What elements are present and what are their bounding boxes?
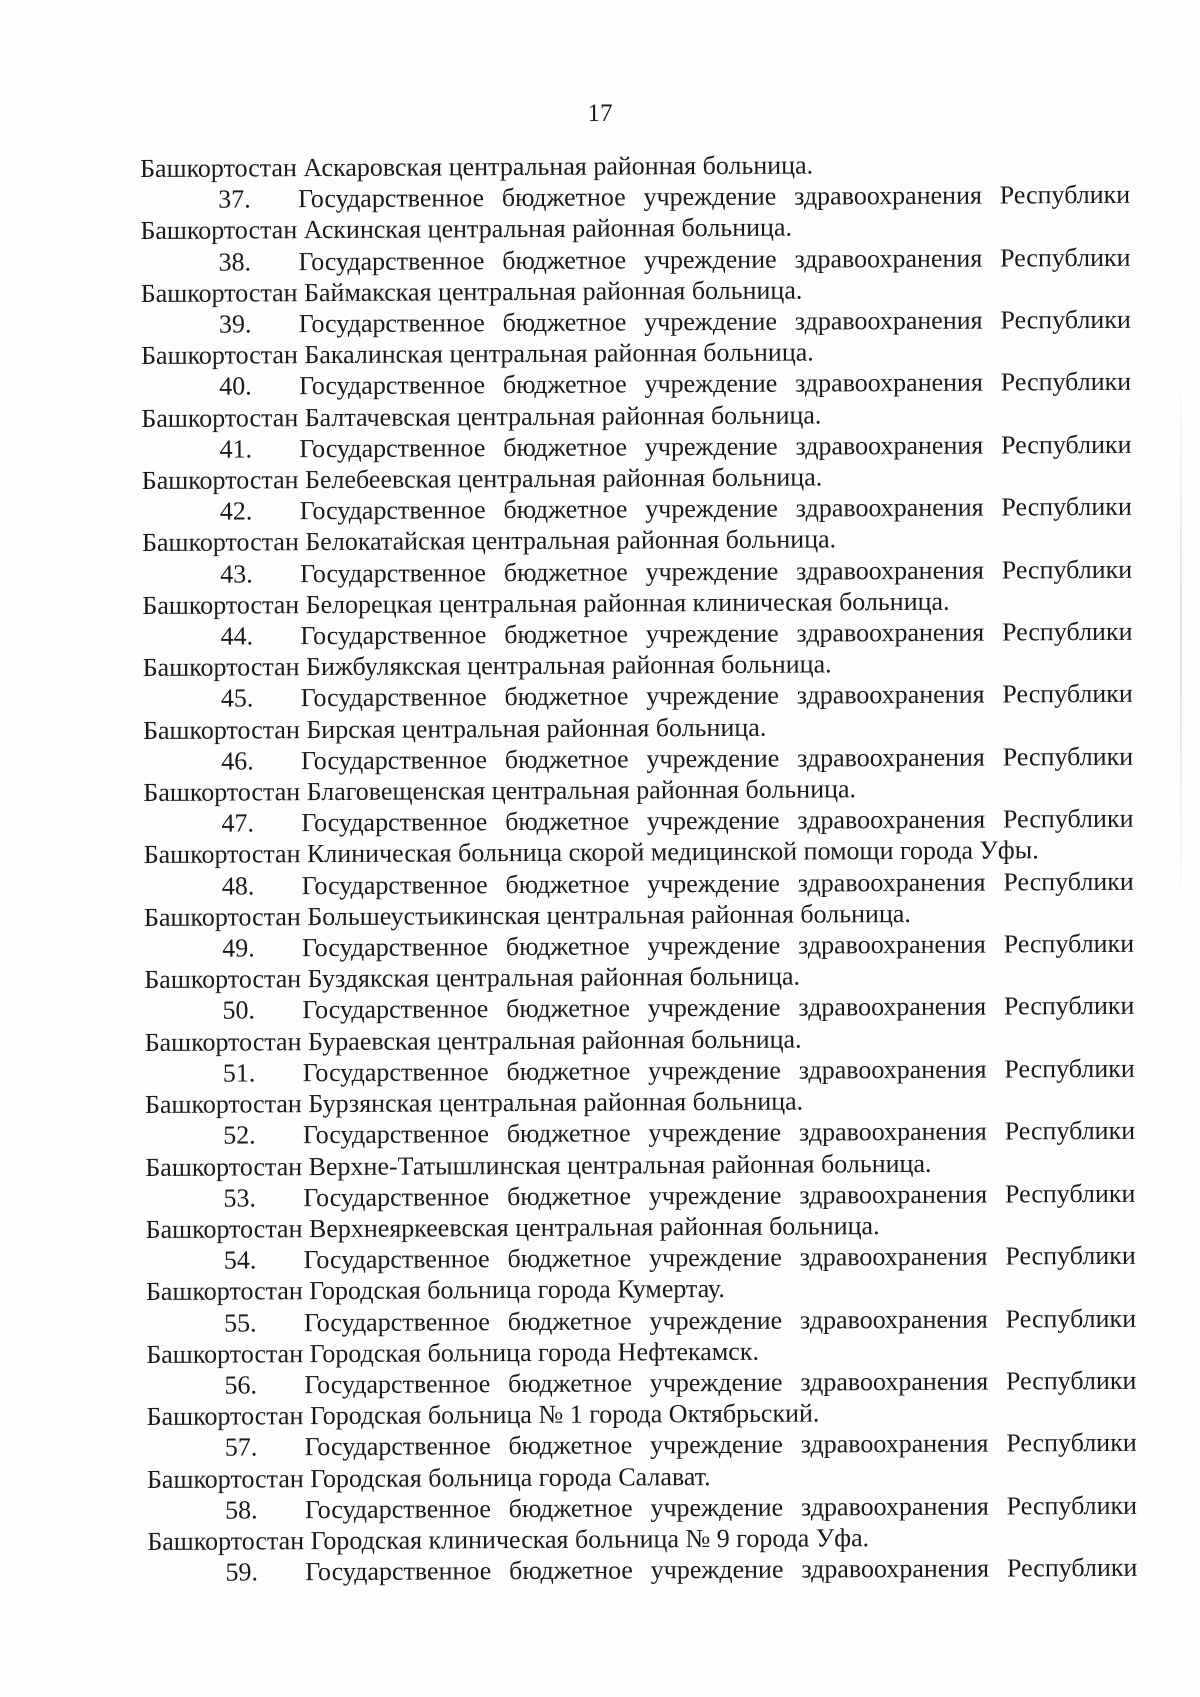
list-item-number: 57. — [224, 1432, 258, 1462]
list-item-word: учреждение — [648, 1055, 781, 1086]
list-item-word: бюджетное — [506, 1118, 631, 1149]
list-item-text: Башкортостан Аскинская центральная районная больница. — [140, 212, 793, 246]
list-item-number: 38. — [218, 247, 252, 277]
list-item-word: учреждение — [649, 1305, 783, 1335]
list-item-heading — [142, 491, 1132, 527]
list-item-word: здравоохранения — [794, 180, 982, 211]
list-item-word: Республики — [1004, 1178, 1136, 1209]
list-item-word: Государственное — [299, 433, 486, 463]
list-item-word: бюджетное — [502, 307, 627, 338]
document-body — [140, 148, 1138, 1589]
list-item-number: 46. — [221, 746, 254, 776]
list-item-word: учреждение — [649, 1367, 783, 1398]
list-item-heading — [141, 366, 1131, 402]
list-item-word: Государственное — [302, 1057, 489, 1088]
list-item-text: Башкортостан Бурзянская центральная районная больница. — [144, 1086, 804, 1120]
list-item-heading — [145, 1115, 1135, 1151]
list-item-word: здравоохранения — [794, 243, 983, 274]
list-item-word: бюджетное — [501, 182, 626, 213]
list-item-word: бюджетное — [508, 1430, 633, 1461]
list-item-word: Государственное — [301, 869, 488, 900]
list-item-word: Государственное — [297, 183, 485, 214]
list-item-word: здравоохранения — [800, 1428, 989, 1459]
list-item-number: 58. — [225, 1495, 258, 1525]
list-item-word: здравоохранения — [797, 867, 986, 898]
list-item-heading — [141, 304, 1131, 340]
list-item-text: Башкортостан Бакалинская центральная районная больница. — [140, 337, 814, 371]
list-item-word: Республики — [1000, 304, 1131, 335]
list-item-heading — [142, 616, 1132, 652]
list-item-word: учреждение — [643, 244, 777, 274]
list-item-word: Государственное — [298, 245, 485, 276]
list-item-word: Республики — [1003, 928, 1135, 959]
list-item-number: 40. — [219, 371, 252, 402]
list-item-word: здравоохранения — [800, 1366, 989, 1397]
list-item-heading — [141, 429, 1131, 465]
list-item-word: здравоохранения — [795, 492, 984, 523]
list-item-heading — [147, 1552, 1137, 1588]
list-item-text: Башкортостан Городская больница города Салават. — [146, 1461, 711, 1494]
list-item-word: Республики — [1006, 1428, 1137, 1458]
list-item-word: бюджетное — [504, 619, 629, 650]
list-item-word: учреждение — [645, 493, 778, 524]
list-item-word: Республики — [1004, 1053, 1135, 1084]
list-item-word: здравоохранения — [797, 804, 986, 835]
list-item-word: учреждение — [645, 556, 779, 586]
list-item-word: бюджетное — [504, 681, 629, 712]
list-item-heading — [146, 1365, 1136, 1401]
list-item-number: 43. — [220, 559, 253, 589]
list-item-word: учреждение — [650, 1492, 784, 1523]
list-item-word: Республики — [999, 180, 1131, 210]
list-item-word: Республики — [1000, 367, 1132, 397]
list-item-text: Башкортостан Белебеевская центральная районная больница. — [141, 462, 823, 496]
list-item-word: бюджетное — [503, 494, 628, 525]
list-item-word: бюджетное — [502, 369, 627, 400]
list-item-word: здравоохранения — [795, 430, 984, 461]
list-item-word: Республики — [1001, 616, 1133, 647]
list-item-word: бюджетное — [508, 1493, 633, 1523]
list-item-heading — [145, 1178, 1135, 1214]
list-item-word: учреждение — [650, 1429, 783, 1460]
list-item-heading — [147, 1490, 1137, 1526]
list-item-word: учреждение — [644, 369, 778, 399]
list-item-word: здравоохранения — [801, 1553, 990, 1584]
list-item-word: здравоохранения — [798, 1054, 987, 1085]
list-item-word: Республики — [1003, 991, 1135, 1021]
list-item-word: учреждение — [647, 993, 781, 1023]
list-item-word: Республики — [1001, 554, 1133, 585]
list-item-word: Государственное — [303, 1244, 490, 1275]
list-item-text: Башкортостан Балтачевская центральная районная больница. — [141, 400, 822, 433]
list-item-number: 51. — [222, 1058, 256, 1088]
list-item-word: учреждение — [645, 618, 779, 649]
list-item-text: Башкортостан Буздякская центральная районная больница. — [144, 961, 801, 995]
list-item-word: бюджетное — [506, 1056, 631, 1086]
list-item-word: Государственное — [300, 682, 487, 713]
list-item-heading — [143, 741, 1133, 777]
scan-margin-artifact — [1180, 360, 1182, 920]
list-item-word: здравоохранения — [796, 680, 985, 711]
list-item-number: 48. — [221, 871, 255, 901]
list-item-number: 41. — [219, 434, 253, 464]
list-item-word: учреждение — [646, 805, 780, 836]
list-item-number: 47. — [221, 808, 255, 838]
list-item-word: Государственное — [305, 1556, 492, 1587]
list-item-word: бюджетное — [504, 744, 629, 774]
list-item-word: бюджетное — [505, 931, 630, 962]
list-item-word: учреждение — [646, 743, 780, 774]
list-item-heading — [146, 1240, 1136, 1276]
list-item-word: Государственное — [304, 1431, 491, 1462]
list-item-number: 53. — [223, 1183, 257, 1213]
list-item-word: Государственное — [298, 308, 485, 339]
list-item-number: 44. — [220, 621, 254, 651]
paragraph-continuation: Башкортостан Аскаровская центральная районная больница. — [140, 150, 814, 183]
list-item-word: Государственное — [300, 620, 487, 651]
list-item-word: бюджетное — [508, 1368, 633, 1399]
list-item-text: Башкортостан Городская больница № 1 города Октябрьский. — [146, 1398, 820, 1432]
list-item-word: учреждение — [649, 1242, 782, 1273]
list-item-word: здравоохранения — [799, 1304, 988, 1335]
list-item-word: Республики — [1005, 1240, 1136, 1271]
list-item-heading — [147, 1427, 1137, 1463]
list-item-word: Государственное — [302, 994, 489, 1025]
list-item-word: Республики — [1005, 1303, 1137, 1333]
list-item-heading — [144, 865, 1134, 901]
list-item-number: 55. — [224, 1307, 257, 1338]
list-item-text: Башкортостан Большеустьикинская центральная районная больница. — [143, 898, 911, 932]
list-item-word: Республики — [1005, 1365, 1137, 1396]
list-item-word: Государственное — [299, 495, 486, 526]
list-item-text: Башкортостан Бижбулякская центральная районная больница. — [142, 649, 832, 683]
list-item-heading — [143, 678, 1133, 714]
list-item-number: 59. — [225, 1557, 259, 1587]
list-item-number: 45. — [220, 683, 254, 714]
list-item-word: Государственное — [300, 745, 488, 776]
list-item-word: Республики — [1001, 492, 1132, 522]
list-item-word: учреждение — [648, 1180, 782, 1211]
list-item-word: Республики — [1006, 1552, 1138, 1583]
list-item-word: учреждение — [646, 681, 779, 711]
list-item-number: 56. — [224, 1370, 258, 1400]
hospital-list — [140, 179, 1137, 1588]
list-item-word: здравоохранения — [795, 555, 984, 586]
list-item-text: Башкортостан Белокатайская центральная районная больница. — [141, 524, 837, 558]
list-item-number: 42. — [219, 496, 253, 526]
list-item-number: 37. — [218, 184, 251, 214]
list-item-word: бюджетное — [507, 1243, 632, 1274]
list-item-heading — [144, 928, 1134, 964]
list-item-word: учреждение — [647, 930, 781, 961]
list-item-text: Башкортостан Баймакская центральная районная больница. — [140, 275, 803, 308]
list-item-number: 49. — [222, 933, 255, 963]
list-item-word: Государственное — [298, 370, 486, 401]
list-item-word: Государственное — [299, 557, 487, 588]
list-item-word: Республики — [1004, 1116, 1136, 1146]
list-item-text: Башкортостан Городская больница города Нефтекамск. — [146, 1336, 759, 1369]
list-item-word: Республики — [1002, 741, 1134, 772]
list-item-word: Республики — [1002, 804, 1134, 834]
list-item-word: здравоохранения — [794, 305, 983, 336]
list-item-word: бюджетное — [505, 806, 630, 837]
list-item-number: 50. — [222, 995, 256, 1026]
list-item-word: Республики — [1006, 1490, 1138, 1521]
list-item-word: Государственное — [304, 1493, 491, 1524]
list-item-word: бюджетное — [502, 245, 627, 275]
list-item-text: Башкортостан Верхне-Татышлинская центральная районная больница. — [145, 1148, 932, 1182]
list-item-word: Республики — [999, 242, 1131, 273]
list-item-word: Государственное — [301, 932, 489, 963]
list-item-word: здравоохранения — [797, 929, 986, 960]
list-item-heading — [142, 553, 1132, 589]
list-item-text: Башкортостан Благовещенская центральная районная больница. — [143, 774, 857, 808]
list-item-number: 52. — [223, 1120, 256, 1150]
list-item-word: бюджетное — [507, 1181, 632, 1211]
list-item-heading — [143, 803, 1133, 839]
list-item-word: Государственное — [301, 807, 488, 838]
list-item-word: здравоохранения — [799, 1179, 988, 1210]
list-item-text: Башкортостан Верхнеяркеевская центральная районная больница. — [145, 1211, 880, 1244]
list-item-text: Башкортостан Клиническая больница скорой медицинской помощи города Уфы. — [143, 835, 1039, 870]
list-item-number: 54. — [223, 1245, 257, 1275]
page-number: 17 — [587, 100, 613, 127]
list-item-word: бюджетное — [503, 557, 628, 587]
list-item-heading — [140, 241, 1130, 277]
list-item-text: Башкортостан Бураевская центральная районная больница. — [144, 1024, 802, 1057]
list-item-word: Государственное — [302, 1119, 490, 1150]
list-item-word: учреждение — [647, 868, 780, 899]
list-item-word: Государственное — [303, 1181, 490, 1212]
list-item-word: Государственное — [304, 1369, 491, 1400]
list-item-number: 39. — [218, 309, 252, 339]
list-item-word: Государственное — [303, 1306, 491, 1337]
list-item-word: здравоохранения — [800, 1491, 989, 1522]
list-item-text: Башкортостан Городская больница города Кумертау. — [145, 1274, 725, 1307]
list-item-word: бюджетное — [505, 869, 630, 899]
list-item-word: здравоохранения — [796, 742, 985, 773]
list-item-word: учреждение — [644, 431, 778, 462]
list-item-word: здравоохранения — [796, 617, 985, 648]
list-item-word: здравоохранения — [795, 368, 983, 398]
list-item-word: Республики — [1002, 679, 1133, 709]
list-item-text: Башкортостан Бирская центральная районная больница. — [142, 712, 767, 745]
list-item-heading — [144, 990, 1134, 1026]
list-item-word: здравоохранения — [799, 1241, 988, 1272]
list-item-word: бюджетное — [506, 993, 631, 1024]
list-item-word: Республики — [1003, 866, 1134, 897]
list-item-heading — [140, 179, 1130, 215]
list-item-word: бюджетное — [508, 1555, 634, 1586]
list-item-heading — [146, 1302, 1136, 1338]
list-item-word: учреждение — [648, 1117, 782, 1148]
list-item-text: Башкортостан Белорецкая центральная районная клиническая больница. — [142, 586, 950, 620]
list-item-word: бюджетное — [503, 432, 628, 462]
list-item-heading — [145, 1053, 1135, 1089]
list-item-word: учреждение — [643, 181, 777, 212]
list-item-word: учреждение — [644, 306, 778, 337]
list-item-word: Республики — [1000, 429, 1132, 460]
list-item-word: здравоохранения — [798, 1116, 987, 1147]
list-item-word: учреждение — [650, 1554, 784, 1585]
list-item-text: Башкортостан Городская клиническая больница № 9 города Уфа. — [147, 1523, 870, 1556]
list-item-word: здравоохранения — [798, 992, 987, 1023]
list-item-word: бюджетное — [507, 1305, 632, 1336]
